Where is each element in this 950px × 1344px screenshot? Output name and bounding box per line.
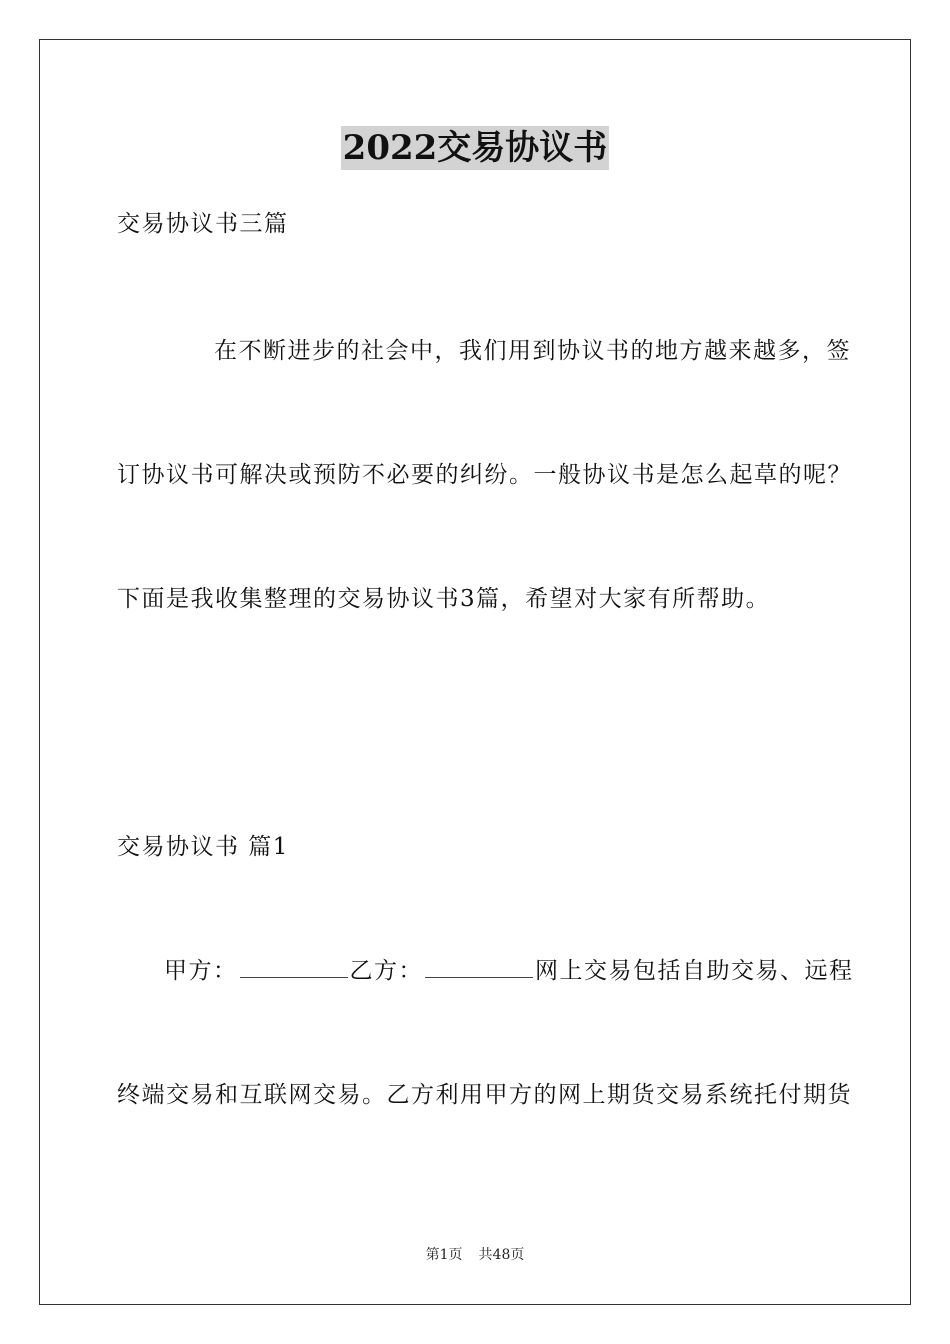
page-number: 第1页	[425, 1247, 463, 1263]
section-heading: 交易协议书 篇1	[117, 834, 289, 860]
intro-line-1: 在不断进步的社会中，我们用到协议书的地方越来越多，签	[214, 338, 851, 364]
party-b-blank	[425, 957, 533, 978]
body-line: 终端交易和互联网交易。乙方利用甲方的网上期货交易系统托付期货	[117, 1082, 852, 1108]
party-b-label: 乙方：	[349, 958, 423, 984]
parties-line-tail: 网上交易包括自助交易、远程	[535, 958, 854, 984]
parties-line	[164, 956, 854, 986]
party-a-blank	[240, 957, 348, 978]
intro-line-3: 下面是我收集整理的交易协议书3篇，希望对大家有所帮助。	[117, 586, 771, 612]
document-subtitle: 交易协议书三篇	[117, 211, 289, 237]
document-title	[0, 126, 950, 170]
document-title-text: 2022交易协议书	[342, 128, 608, 168]
party-a-label: 甲方：	[164, 958, 238, 984]
intro-line-2: 订协议书可解决或预防不必要的纠纷。一般协议书是怎么起草的呢？	[117, 462, 852, 488]
page-total: 共48页	[478, 1247, 525, 1263]
page-footer	[0, 1246, 950, 1264]
